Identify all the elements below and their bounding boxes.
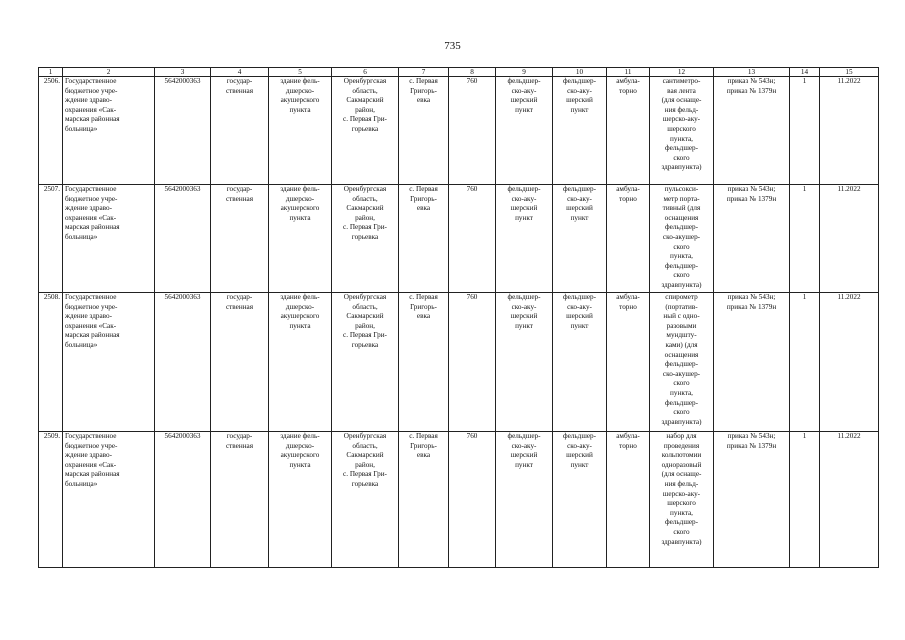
value-col-9	[496, 432, 553, 568]
quantity: 1	[790, 185, 820, 293]
cell-line: пульсокси-	[664, 185, 699, 193]
cell-line: фельдшер-	[507, 432, 541, 440]
cell-line: здание фель-	[280, 293, 320, 301]
value-col-8: 760	[449, 185, 496, 293]
cell-line: Сакмарский	[346, 312, 384, 321]
care-mode	[607, 432, 650, 568]
cell-line: приказ № 543н;	[727, 293, 776, 301]
care-mode	[607, 293, 650, 432]
cell-line: евка	[416, 96, 431, 105]
cell-line: с. Первая Гри-	[343, 331, 387, 340]
cell-line: фельдшер-	[664, 360, 699, 369]
col-header-11: 11	[607, 68, 650, 77]
equipment	[650, 77, 714, 185]
cell-line: ского	[673, 242, 690, 251]
organization-name	[63, 185, 155, 293]
equipment	[650, 293, 714, 432]
cell-line: марская районная	[65, 470, 120, 479]
cell-line: больница»	[65, 232, 98, 241]
cell-line: торно	[619, 194, 637, 203]
cell-line: здравпункта)	[661, 163, 702, 172]
cell-line: ждение здраво-	[65, 451, 112, 460]
value-col-10	[553, 293, 607, 432]
cell-line: ждение здраво-	[65, 204, 112, 213]
cell-line: район,	[355, 321, 375, 330]
col-header-3: 3	[155, 68, 211, 77]
cell-line: Григорь-	[410, 86, 437, 95]
value-col-9	[496, 185, 553, 293]
cell-line: фельдшер-	[664, 261, 699, 270]
cell-line: ско-аку-	[511, 194, 537, 203]
cell-line: фельдшер-	[664, 398, 699, 407]
cell-line: Государственное	[65, 185, 117, 193]
building-type	[269, 77, 332, 185]
organization-name	[63, 432, 155, 568]
cell-line: оснащения	[664, 213, 699, 222]
col-header-15: 15	[820, 68, 879, 77]
col-header-10: 10	[553, 68, 607, 77]
regulation-order	[714, 185, 790, 293]
cell-line: пункта	[289, 105, 311, 114]
cell-line: мундшту-	[666, 331, 697, 340]
cell-line: Государственное	[65, 77, 117, 85]
col-header-7: 7	[399, 68, 449, 77]
cell-line: больница»	[65, 124, 98, 133]
address	[332, 185, 399, 293]
cell-line: шерского	[667, 499, 696, 508]
value-col-8: 760	[449, 293, 496, 432]
cell-line: шерский	[566, 204, 593, 213]
organization-name	[63, 293, 155, 432]
cell-line: метр порта-	[663, 194, 700, 203]
row-number: 2507.	[39, 185, 63, 293]
date: 11.2022	[820, 293, 879, 432]
cell-line: государ-	[226, 293, 253, 301]
cell-line: Оренбургская	[343, 77, 387, 85]
cell-line: евка	[416, 204, 431, 213]
cell-line: марская районная	[65, 115, 120, 124]
cell-line: охранения «Сак-	[65, 460, 117, 469]
cell-line: с. Первая	[409, 185, 438, 193]
cell-line: район,	[355, 105, 375, 114]
cell-line: дшерско-	[285, 441, 315, 450]
cell-line: Григорь-	[410, 302, 437, 311]
cell-line: торно	[619, 441, 637, 450]
cell-line: с. Первая	[409, 432, 438, 440]
cell-line: фельдшер-	[664, 518, 699, 527]
care-mode	[607, 77, 650, 185]
cell-line: государ-	[226, 432, 253, 440]
table-row	[39, 432, 879, 568]
cell-line: шерско-аку-	[662, 489, 701, 498]
organization-code: 5642000363	[155, 293, 211, 432]
ownership-form	[211, 432, 269, 568]
cell-line: пункт	[515, 460, 533, 469]
cell-line: больница»	[65, 479, 98, 488]
cell-line: здание фель-	[280, 185, 320, 193]
cell-line: приказ № 1379н	[726, 302, 777, 311]
cell-line: приказ № 543н;	[727, 185, 776, 193]
cell-line: пункт	[570, 213, 589, 222]
cell-line: марская районная	[65, 331, 120, 340]
cell-line: одноразовый	[661, 460, 702, 469]
cell-line: пункта	[289, 460, 311, 469]
cell-line: шерский	[510, 96, 538, 105]
cell-line: область,	[352, 194, 378, 203]
cell-line: здание фель-	[280, 432, 320, 440]
cell-line: ского	[673, 527, 690, 536]
cell-line: фельдшер-	[507, 293, 541, 301]
settlement	[399, 293, 449, 432]
cell-line: акушерского	[280, 451, 320, 460]
cell-line: государ-	[226, 185, 253, 193]
quantity: 1	[790, 293, 820, 432]
building-type	[269, 432, 332, 568]
cell-line: ского	[673, 379, 690, 388]
cell-line: евка	[416, 451, 431, 460]
col-header-4: 4	[211, 68, 269, 77]
cell-line: ждение здраво-	[65, 312, 112, 321]
cell-line: набор для	[666, 432, 697, 440]
cell-line: приказ № 1379н	[726, 86, 777, 95]
cell-line: пункт	[515, 213, 533, 222]
col-header-9: 9	[496, 68, 553, 77]
cell-line: Григорь-	[410, 441, 437, 450]
cell-line: амбула-	[616, 293, 640, 301]
cell-line: фельдшер-	[507, 185, 541, 193]
cell-line: здравпункта)	[661, 417, 702, 426]
cell-line: пункта,	[670, 134, 693, 143]
cell-line: вая лента	[667, 86, 696, 95]
cell-line: ско-акушер-	[662, 369, 701, 378]
cell-line: пункта	[289, 321, 311, 330]
building-type	[269, 185, 332, 293]
cell-line: шерский	[510, 204, 538, 213]
cell-line: проведения	[663, 441, 700, 450]
col-header-8: 8	[449, 68, 496, 77]
cell-line: Государственное	[65, 432, 117, 440]
cell-line: акушерского	[280, 312, 320, 321]
cell-line: приказ № 543н;	[727, 77, 776, 85]
cell-line: приказ № 1379н	[726, 441, 777, 450]
cell-line: Григорь-	[410, 194, 437, 203]
cell-line: Сакмарский	[346, 96, 384, 105]
cell-line: ско-аку-	[567, 302, 592, 311]
cell-line: ско-аку-	[511, 86, 537, 95]
cell-line: фельдшер-	[664, 223, 699, 232]
cell-line: (портатив-	[665, 302, 698, 311]
cell-line: район,	[355, 460, 375, 469]
cell-line: с. Первая Гри-	[343, 115, 387, 124]
cell-line: кольпотомии	[661, 451, 702, 460]
cell-line: область,	[352, 302, 378, 311]
cell-line: фельдшер-	[507, 77, 541, 85]
building-type	[269, 293, 332, 432]
cell-line: район,	[355, 213, 375, 222]
cell-line: ско-аку-	[567, 441, 592, 450]
cell-line: ско-аку-	[567, 194, 592, 203]
cell-line: ками) (для	[665, 340, 698, 349]
cell-line: Сакмарский	[346, 204, 384, 213]
cell-line: с. Первая Гри-	[343, 223, 387, 232]
registry-table	[38, 67, 879, 568]
settlement	[399, 185, 449, 293]
cell-line: здравпункта)	[661, 537, 702, 546]
cell-line: государ-	[226, 77, 253, 85]
cell-line: пункт	[570, 321, 589, 330]
cell-line: пункт	[515, 321, 533, 330]
regulation-order	[714, 432, 790, 568]
value-col-8: 760	[449, 432, 496, 568]
cell-line: пункт	[570, 460, 589, 469]
equipment	[650, 185, 714, 293]
cell-line: фельдшер-	[664, 144, 699, 153]
page-number: 735	[444, 40, 461, 52]
regulation-order	[714, 77, 790, 185]
ownership-form	[211, 77, 269, 185]
value-col-9	[496, 293, 553, 432]
cell-line: ния фельд-	[664, 479, 699, 488]
col-header-5: 5	[269, 68, 332, 77]
cell-line: амбула-	[616, 432, 640, 440]
cell-line: ского	[673, 271, 690, 280]
date: 11.2022	[820, 185, 879, 293]
ownership-form	[211, 185, 269, 293]
cell-line: евка	[416, 312, 431, 321]
row-number: 2508.	[39, 293, 63, 432]
cell-line: ского	[673, 153, 690, 162]
cell-line: торно	[619, 302, 637, 311]
cell-line: дшерско-	[285, 194, 315, 203]
cell-line: марская районная	[65, 223, 120, 232]
address	[332, 293, 399, 432]
cell-line: больница»	[65, 340, 98, 349]
cell-line: пункта	[289, 213, 311, 222]
cell-line: приказ № 1379н	[726, 194, 777, 203]
cell-line: пункта,	[670, 252, 693, 261]
settlement	[399, 77, 449, 185]
cell-line: амбула-	[616, 185, 640, 193]
cell-line: ско-аку-	[511, 441, 537, 450]
cell-line: ный с одно-	[663, 312, 700, 321]
cell-line: акушерского	[280, 204, 320, 213]
cell-line: с. Первая	[409, 293, 438, 301]
cell-line: фельдшер-	[562, 293, 597, 301]
cell-line: бюджетное учре-	[65, 194, 118, 203]
col-header-14: 14	[790, 68, 820, 77]
cell-line: здание фель-	[280, 77, 320, 85]
col-header-13: 13	[714, 68, 790, 77]
date: 11.2022	[820, 77, 879, 185]
cell-line: дшерско-	[285, 302, 315, 311]
cell-line: фельдшер-	[562, 185, 597, 193]
table-row	[39, 293, 879, 432]
col-header-12: 12	[650, 68, 714, 77]
row-number: 2506.	[39, 77, 63, 185]
col-header-1: 1	[39, 68, 63, 77]
cell-line: пункт	[515, 105, 533, 114]
cell-line: разовыми	[666, 321, 697, 330]
cell-line: бюджетное учре-	[65, 86, 118, 95]
organization-name	[63, 77, 155, 185]
table-row	[39, 185, 879, 293]
cell-line: тивный (для	[662, 204, 701, 213]
cell-line: ния фельд-	[664, 105, 699, 114]
cell-line: шерско-аку-	[662, 115, 701, 124]
cell-line: охранения «Сак-	[65, 105, 117, 114]
cell-line: охранения «Сак-	[65, 213, 117, 222]
cell-line: бюджетное учре-	[65, 302, 118, 311]
organization-code: 5642000363	[155, 185, 211, 293]
cell-line: Государственное	[65, 293, 117, 301]
cell-line: Оренбургская	[343, 293, 387, 301]
cell-line: торно	[619, 86, 637, 95]
equipment	[650, 432, 714, 568]
cell-line: фельдшер-	[562, 432, 597, 440]
cell-line: приказ № 543н;	[727, 432, 776, 440]
cell-line: пункта,	[670, 388, 693, 397]
cell-line: (для оснаще-	[661, 96, 702, 105]
ownership-form	[211, 293, 269, 432]
cell-line: фельдшер-	[562, 77, 597, 85]
cell-line: акушерского	[280, 96, 320, 105]
address	[332, 77, 399, 185]
table-row	[39, 77, 879, 185]
cell-line: шерский	[566, 312, 593, 321]
cell-line: горьевка	[351, 124, 379, 133]
cell-line: пункта,	[670, 508, 693, 517]
cell-line: область,	[352, 441, 378, 450]
cell-line: ского	[673, 408, 690, 417]
cell-line: оснащения	[664, 350, 699, 359]
value-col-10	[553, 77, 607, 185]
cell-line: Оренбургская	[343, 185, 387, 193]
cell-line: горьевка	[351, 340, 379, 349]
cell-line: ско-аку-	[567, 86, 592, 95]
col-header-6: 6	[332, 68, 399, 77]
row-number: 2509.	[39, 432, 63, 568]
organization-code: 5642000363	[155, 432, 211, 568]
settlement	[399, 432, 449, 568]
cell-line: ственная	[225, 194, 254, 203]
cell-line: шерского	[667, 124, 696, 133]
cell-line: спирометр	[665, 293, 698, 301]
cell-line: Оренбургская	[343, 432, 387, 440]
cell-line: сантиметро-	[662, 77, 701, 85]
cell-line: амбула-	[616, 77, 640, 85]
value-col-9	[496, 77, 553, 185]
cell-line: с. Первая Гри-	[343, 470, 387, 479]
cell-line: шерский	[566, 451, 593, 460]
cell-line: ждение здраво-	[65, 96, 112, 105]
cell-line: ственная	[225, 86, 254, 95]
cell-line: дшерско-	[285, 86, 315, 95]
care-mode	[607, 185, 650, 293]
cell-line: ственная	[225, 441, 254, 450]
cell-line: с. Первая	[409, 77, 438, 85]
cell-line: шерский	[510, 451, 538, 460]
address	[332, 432, 399, 568]
regulation-order	[714, 293, 790, 432]
date: 11.2022	[820, 432, 879, 568]
cell-line: Сакмарский	[346, 451, 384, 460]
cell-line: охранения «Сак-	[65, 321, 117, 330]
value-col-10	[553, 432, 607, 568]
cell-line: пункт	[570, 105, 589, 114]
col-header-2: 2	[63, 68, 155, 77]
value-col-10	[553, 185, 607, 293]
cell-line: шерский	[566, 96, 593, 105]
cell-line: шерский	[510, 312, 538, 321]
quantity: 1	[790, 77, 820, 185]
cell-line: (для оснаще-	[661, 470, 702, 479]
value-col-8: 760	[449, 77, 496, 185]
cell-line: ственная	[225, 302, 254, 311]
cell-line: ско-аку-	[511, 302, 537, 311]
cell-line: горьевка	[351, 232, 379, 241]
organization-code: 5642000363	[155, 77, 211, 185]
cell-line: ско-акушер-	[662, 232, 701, 241]
column-number-row	[39, 68, 879, 77]
cell-line: бюджетное учре-	[65, 441, 118, 450]
quantity: 1	[790, 432, 820, 568]
cell-line: область,	[352, 86, 378, 95]
cell-line: горьевка	[351, 479, 379, 488]
cell-line: здравпункта)	[661, 280, 702, 289]
